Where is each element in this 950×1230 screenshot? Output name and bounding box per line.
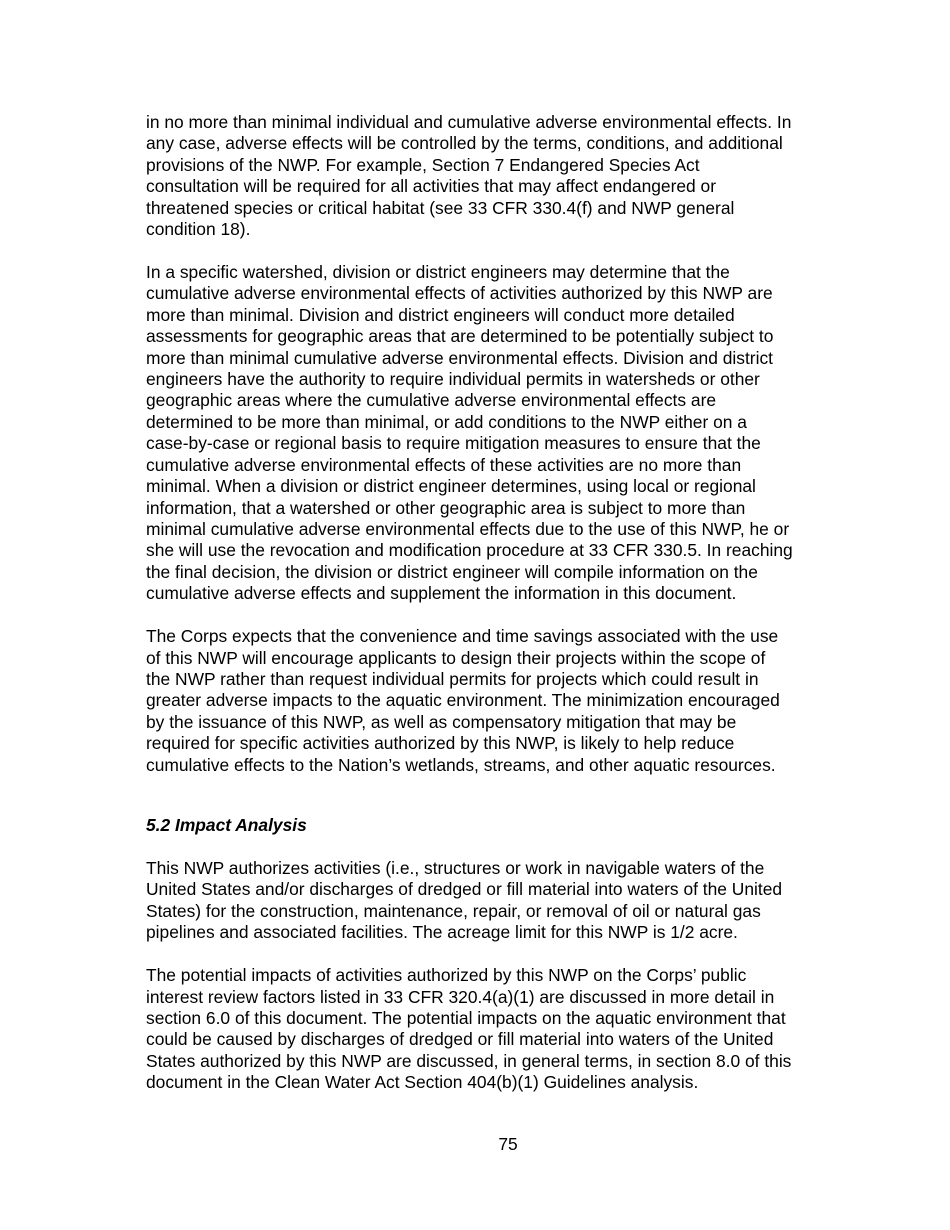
paragraph-spacer [146,944,846,966]
text-line: The Corps expects that the convenience and time savings associated with the use [146,626,779,647]
text-line: any case, adverse effects will be controlled by the terms, conditions, and additional [146,133,783,154]
text-line: cumulative effects to the Nation’s wetlands, streams, and other aquatic resources. [146,754,776,775]
text-line: provisions of the NWP. For example, Section 7 Endangered Species Act [146,154,700,175]
text-line: consultation will be required for all activities that may affect endangered or [146,176,717,197]
paragraph-nwp-authorizes [146,858,846,944]
text-line: United States and/or discharges of dredged or fill material into waters of the United [146,879,783,900]
text-line: States) for the construction, maintenance, repair, or removal of oil or natural gas [146,900,761,921]
text-line: of this NWP will encourage applicants to design their projects within the scope of [146,647,766,668]
text-line: greater adverse impacts to the aquatic environment. The minimization encouraged [146,690,780,711]
text-line: more than minimal. Division and district engineers will conduct more detailed [146,304,735,325]
text-line: cumulative adverse environmental effects of activities authorized by this NWP are [146,283,773,304]
text-line: the final decision, the division or district engineer will compile information on the [146,561,758,582]
text-line: by the issuance of this NWP, as well as compensatory mitigation that may be [146,711,737,732]
text-line: in no more than minimal individual and cumulative adverse environmental effects. In [146,112,792,132]
text-line: In a specific watershed, division or district engineers may determine that the [146,262,730,283]
text-line: The potential impacts of activities authorized by this NWP on the Corps’ public [146,965,747,986]
text-line: information, that a watershed or other geographic area is subject to more than [146,497,746,518]
text-line: cumulative adverse environmental effects of these activities are no more than [146,454,742,475]
paragraph-spacer [146,836,846,858]
page-content [146,112,846,1094]
text-line: threatened species or critical habitat (see 33 CFR 330.4(f) and NWP general [146,197,735,218]
text-line: determined to be more than minimal, or add conditions to the NWP either on a [146,411,747,432]
text-line: section 6.0 of this document. The potential impacts on the aquatic environment that [146,1008,786,1028]
text-line: geographic areas where the cumulative adverse environmental effects are [146,390,717,411]
paragraph-potential-impacts [146,965,846,1093]
text-line: assessments for geographic areas that are determined to be potentially subject to [146,326,774,347]
text-line: condition 18). [146,219,251,240]
section-spacer [146,776,846,815]
text-line: States authorized by this NWP are discussed, in general terms, in section 8.0 of this [146,1050,792,1071]
paragraph-cumulative-effects-intro [146,112,846,240]
text-line: cumulative adverse effects and supplement the information in this document. [146,583,737,604]
text-line: case-by-case or regional basis to require mitigation measures to ensure that the [146,433,761,454]
text-line: pipelines and associated facilities. The acreage limit for this NWP is 1/2 acre. [146,922,738,943]
paragraph-spacer [146,240,846,262]
text-line: more than minimal cumulative adverse environmental effects. Division and district [146,347,773,368]
text-line: minimal. When a division or district engineer determines, using local or regional [146,476,756,497]
section-heading: 5.2 Impact Analysis [146,814,307,835]
text-line: interest review factors listed in 33 CFR 320.4(a)(1) are discussed in more detail in [146,986,775,1007]
paragraph-watershed [146,262,846,605]
text-line: she will use the revocation and modification procedure at 33 CFR 330.5. In reaching [146,540,793,561]
paragraph-corps-expects [146,626,846,776]
text-line: required for specific activities authorized by this NWP, is likely to help reduce [146,733,735,754]
text-line: could be caused by discharges of dredged or fill material into waters of the United [146,1029,774,1050]
paragraph-spacer [146,605,846,627]
text-line: the NWP rather than request individual permits for projects which could result in [146,668,759,689]
text-line: minimal cumulative adverse environmental effects due to the use of this NWP, he or [146,518,790,539]
page-number: 75 [498,1134,518,1154]
text-line: document in the Clean Water Act Section 404(b)(1) Guidelines analysis. [146,1072,699,1093]
text-line: engineers have the authority to require individual permits in watersheds or other [146,369,760,390]
text-line: This NWP authorizes activities (i.e., structures or work in navigable waters of the [146,857,765,878]
